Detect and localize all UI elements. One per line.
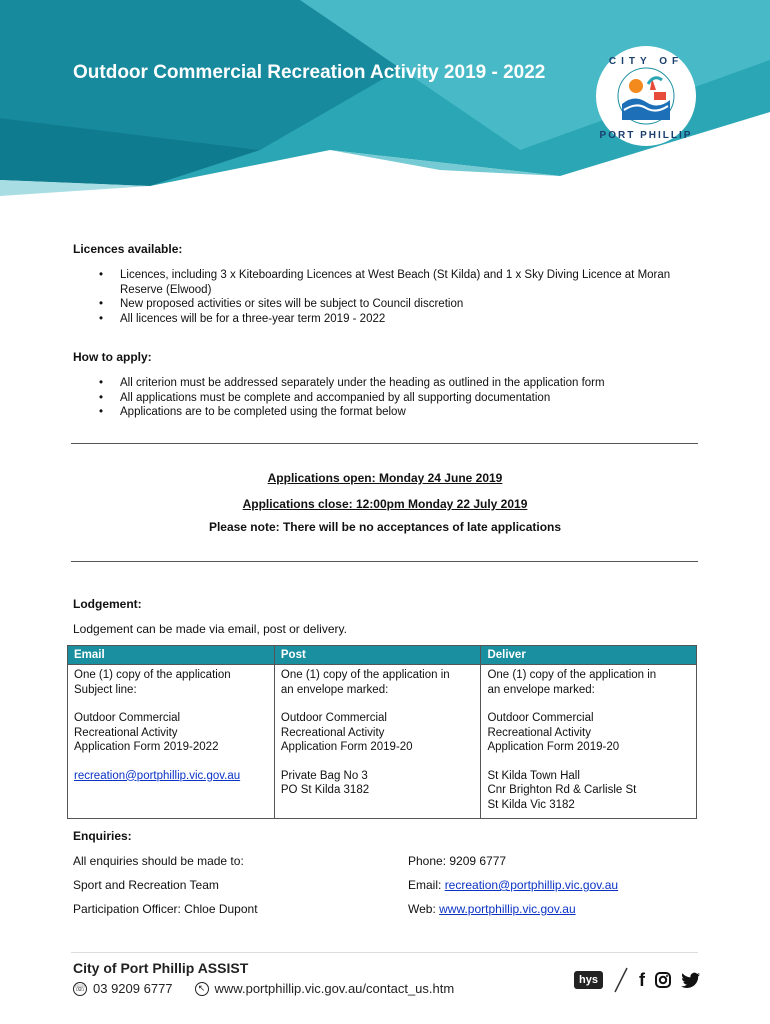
footer-assist-title: City of Port Phillip ASSIST [73, 960, 249, 976]
email-subject-line: Outdoor Commercial Recreational Activity Application Form 2019-2022 [74, 712, 219, 753]
footer-phone: 03 9209 6777 [93, 981, 173, 996]
deliver-address: St Kilda Town Hall Cnr Brighton Rd & Carlisle St St Kilda Vic 3182 [487, 769, 637, 811]
svg-text:PORT PHILLIP: PORT PHILLIP [599, 130, 693, 141]
divider [71, 561, 698, 562]
lodgement-heading: Lodgement: [73, 597, 142, 611]
instagram-icon[interactable] [655, 972, 671, 988]
have-your-say-icon[interactable]: hys [574, 971, 603, 989]
list-item: • Licences, including 3 x Kiteboarding Licences at West Beach (St Kilda) and 1 x Sky Diving Licence at Moran Reserve (Elwood) [99, 268, 699, 297]
list-item: • New proposed activities or sites will be subject to Council discretion [99, 297, 699, 312]
how-to-apply-list [99, 376, 699, 420]
applications-close: Applications close: 12:00pm Monday 22 July 2019 [242, 497, 528, 511]
list-item: • All criterion must be addressed separately under the heading as outlined in the application form [99, 376, 699, 391]
separator-slash [613, 966, 629, 994]
header-banner [0, 0, 770, 200]
enquiries-web-row: Web: www.portphillip.vic.gov.au [408, 902, 576, 916]
table-header-row [68, 646, 697, 665]
twitter-icon[interactable] [681, 972, 701, 988]
enquiries-web-link[interactable]: www.portphillip.vic.gov.au [439, 902, 576, 916]
how-to-apply-heading: How to apply: [73, 350, 152, 364]
post-copy-note: One (1) copy of the application in an envelope marked: [280, 669, 450, 696]
email-copy-note: One (1) copy of the application Subject line: [74, 669, 231, 696]
svg-text:CITY OF: CITY OF [608, 56, 684, 67]
enquiries-intro: All enquiries should be made to: [73, 854, 244, 868]
enquiries-email-link[interactable]: recreation@portphillip.vic.gov.au [444, 878, 619, 892]
footer-divider [71, 952, 698, 953]
deliver-envelope-marking: Outdoor Commercial Recreational Activity Application Form 2019-20 [487, 712, 620, 753]
post-address: Private Bag No 3 PO St Kilda 3182 [280, 769, 370, 796]
enquiries-heading: Enquiries: [73, 829, 132, 843]
licences-heading: Licences available: [73, 242, 183, 256]
lodgement-table [67, 645, 697, 819]
licences-list [99, 268, 699, 326]
city-of-port-phillip-logo [594, 44, 698, 148]
table-row [68, 665, 697, 819]
facebook-icon[interactable]: f [638, 969, 645, 990]
phone-icon: ☏ [73, 982, 87, 996]
page-title: Outdoor Commercial Recreation Activity 2019 - 2022 [73, 62, 546, 83]
enquiries-email-row: Email: recreation@portphillip.vic.gov.au [408, 878, 619, 892]
list-item: • All licences will be for a three-year term 2019 - 2022 [99, 312, 699, 327]
social-links [574, 966, 701, 994]
enquiries-phone: Phone: 9209 6777 [408, 854, 507, 868]
enquiries-team: Sport and Recreation Team [73, 878, 219, 892]
deliver-cell [481, 665, 697, 819]
cursor-icon: ↖ [195, 982, 209, 996]
column-header-email: Email [68, 646, 275, 665]
divider [71, 443, 698, 444]
footer-url[interactable]: www.portphillip.vic.gov.au/contact_us.htm [214, 981, 455, 996]
column-header-deliver: Deliver [481, 646, 697, 665]
column-header-post: Post [274, 646, 481, 665]
post-cell [274, 665, 481, 819]
late-applications-note: Please note: There will be no acceptances of late applications [208, 520, 562, 534]
applications-open: Applications open: Monday 24 June 2019 [267, 471, 503, 485]
email-cell [68, 665, 275, 819]
list-item: • Applications are to be completed using the format below [99, 405, 699, 420]
enquiries-officer: Participation Officer: Chloe Dupont [73, 902, 258, 916]
post-envelope-marking: Outdoor Commercial Recreational Activity Application Form 2019-20 [280, 712, 413, 753]
deliver-copy-note: One (1) copy of the application in an envelope marked: [487, 669, 657, 696]
list-item: • All applications must be complete and accompanied by all supporting documentation [99, 391, 699, 406]
footer-contact [73, 981, 454, 996]
lodgement-email-link[interactable]: recreation@portphillip.vic.gov.au [74, 769, 241, 782]
lodgement-intro: Lodgement can be made via email, post or delivery. [73, 622, 347, 636]
